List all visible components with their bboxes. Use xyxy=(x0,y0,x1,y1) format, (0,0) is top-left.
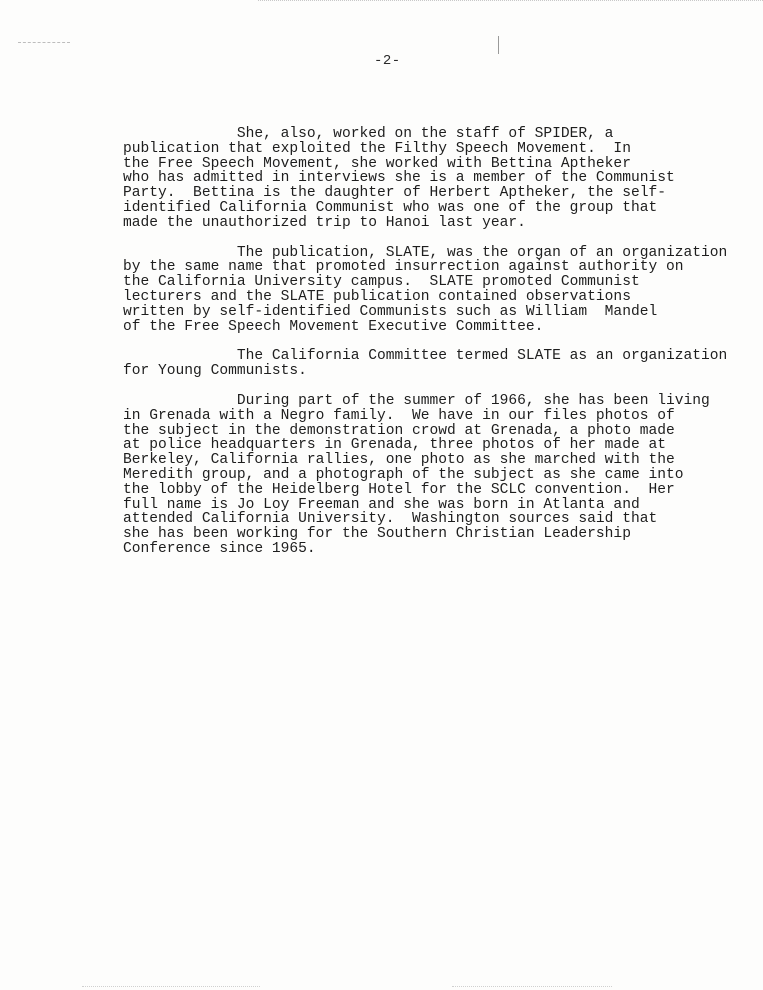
scan-bottom-marks-right xyxy=(452,986,612,987)
text-line: During part of the summer of 1966, she has been living xyxy=(123,392,710,409)
text-line: full name is Jo Loy Freeman and she was born in Atlanta and xyxy=(123,496,640,513)
scan-edge-marks xyxy=(258,0,763,1)
text-line: by the same name that promoted insurrection against authority on xyxy=(123,259,684,276)
text-line: in Grenada with a Negro family. We have in our files photos of xyxy=(123,407,675,424)
scan-corner-marks xyxy=(18,42,70,43)
text-line: she has been working for the Southern Christian Leadership xyxy=(123,526,631,543)
text-line: the Free Speech Movement, she worked with Bettina Aptheker xyxy=(123,155,631,172)
text-line: at police headquarters in Grenada, three photos of her made at xyxy=(123,437,666,454)
text-line: for Young Communists. xyxy=(123,363,307,380)
paragraph-1 xyxy=(123,127,743,231)
text-line: Meredith group, and a photograph of the subject as she came into xyxy=(123,466,684,483)
text-line: The California Committee termed SLATE as an organization xyxy=(123,348,728,365)
text-line: lecturers and the SLATE publication contained observations xyxy=(123,288,631,305)
text-line: written by self-identified Communists such as William Mandel xyxy=(123,303,658,320)
text-line: Party. Bettina is the daughter of Herbert Aptheker, the self- xyxy=(123,185,666,202)
page-number: -2- xyxy=(374,53,401,69)
paragraph-4 xyxy=(123,394,743,557)
text-line: She, also, worked on the staff of SPIDER, a xyxy=(123,126,614,142)
text-line: publication that exploited the Filthy Speech Movement. In xyxy=(123,140,631,157)
paragraph-3 xyxy=(123,349,743,379)
text-line: of the Free Speech Movement Executive Committee. xyxy=(123,318,544,335)
text-line: identified California Communist who was one of the group that xyxy=(123,199,658,216)
scan-vertical-mark xyxy=(498,36,499,54)
paragraph-2 xyxy=(123,246,743,335)
document-body xyxy=(123,127,743,572)
text-line: made the unauthorized trip to Hanoi last year. xyxy=(123,214,526,231)
scan-bottom-marks-left xyxy=(82,986,260,987)
text-line: who has admitted in interviews she is a member of the Communist xyxy=(123,170,675,187)
text-line: Berkeley, California rallies, one photo as she marched with the xyxy=(123,452,675,469)
text-line: attended California University. Washington sources said that xyxy=(123,511,658,528)
text-line: the California University campus. SLATE promoted Communist xyxy=(123,274,640,291)
text-line: the lobby of the Heidelberg Hotel for the SCLC convention. Her xyxy=(123,481,675,498)
text-line: the subject in the demonstration crowd at Grenada, a photo made xyxy=(123,422,675,439)
text-line: The publication, SLATE, was the organ of an organization xyxy=(123,244,728,261)
text-line: Conference since 1965. xyxy=(123,540,316,557)
